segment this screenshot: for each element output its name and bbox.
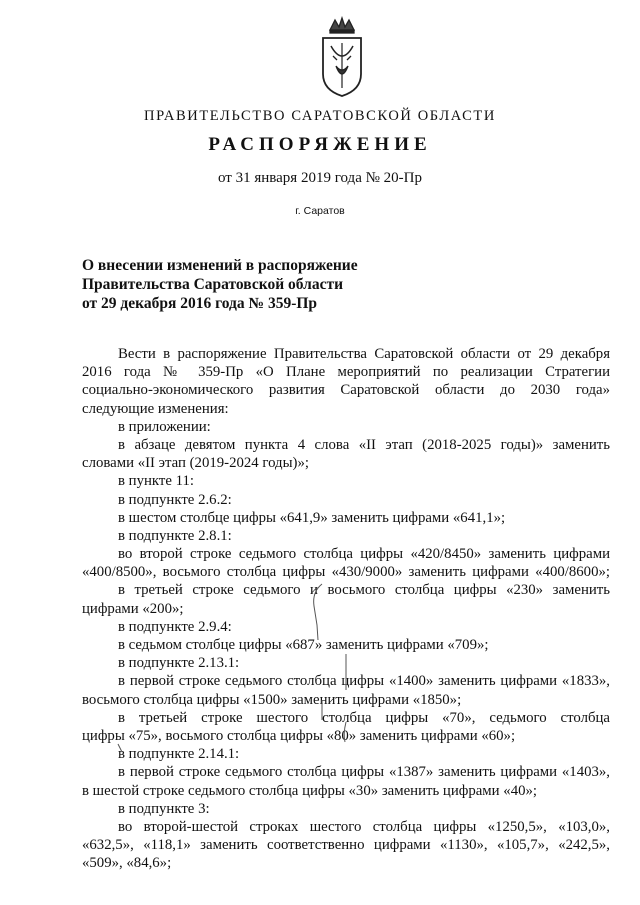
- body-line: в подпункте 2.6.2:: [118, 491, 232, 508]
- body-line: в подпункте 2.13.1:: [118, 655, 240, 672]
- body-line: в первой строке седьмого столбца цифры «1387» заменить цифрами «1403»,: [118, 764, 610, 781]
- document-type: РАСПОРЯЖЕНИЕ: [208, 134, 432, 155]
- body-line: в третьей строке седьмого и восьмого столбца цифры «230» заменить: [118, 582, 610, 599]
- body-line: в подпункте 2.8.1:: [118, 527, 232, 544]
- document-subject: [82, 256, 358, 313]
- body-line: «400/8500», восьмого столбца цифры «430/9000» заменить цифрами «400/8600»;: [82, 564, 610, 581]
- body-line: в приложении:: [118, 418, 211, 435]
- body-line: во второй строке седьмого столбца цифры «420/8450» заменить цифрами: [118, 546, 610, 563]
- coat-of-arms-emblem: [319, 16, 365, 98]
- document-city: г. Саратов: [295, 205, 345, 217]
- subject-line: Правительства Саратовской области: [82, 276, 343, 293]
- body-line: в седьмом столбце цифры «687» заменить цифрами «709»;: [118, 637, 489, 653]
- document-date-number: от 31 января 2019 года № 20-Пр: [217, 170, 422, 186]
- body-line: цифрами «200»;: [82, 600, 184, 617]
- body-line: в абзаце девятом пункта 4 слова «II этап (2018-2025 годы)» заменить: [118, 436, 610, 453]
- body-line: «509», «84,6»;: [82, 855, 172, 872]
- body-line: в третьей строке шестого столбца цифры «70», седьмого столбца: [118, 709, 610, 726]
- body-line: в первой строке седьмого столбца цифры «1400» заменить цифрами «1833»,: [118, 673, 610, 690]
- body-line: в подпункте 2.14.1:: [118, 746, 240, 763]
- body-line: словами «II этап (2019-2024 годы)»;: [82, 455, 309, 472]
- subject-line: О внесении изменений в распоряжение: [82, 257, 358, 274]
- body-line: во второй-шестой строках шестого столбца цифры «1250,5», «103,0»,: [118, 818, 610, 835]
- subject-line: от 29 декабря 2016 года № 359-Пр: [82, 295, 318, 312]
- document-body: [82, 345, 610, 872]
- body-line: в подпункте 2.9.4:: [118, 618, 232, 635]
- body-line: «632,5», «118,1» заменить соответственно цифрами «1130», «105,7», «242,5»,: [82, 837, 610, 854]
- body-line: в шестом столбце цифры «641,9» заменить цифрами «641,1»;: [118, 509, 506, 526]
- body-line: в шестой строке седьмого столбца цифры «30» заменить цифрами «40»;: [82, 782, 537, 799]
- body-line: восьмого столбца цифры «1500» заменить цифрами «1850»;: [82, 691, 462, 708]
- body-line: Вести в распоряжение Правительства Саратовской области от 29 декабря: [118, 346, 610, 362]
- body-line: в подпункте 3:: [118, 800, 210, 817]
- body-line: социально-экономического развития Саратовской области до 2030 года»: [82, 382, 610, 399]
- body-line: следующие изменения:: [82, 400, 229, 417]
- government-title: ПРАВИТЕЛЬСТВО САРАТОВСКОЙ ОБЛАСТИ: [144, 108, 496, 124]
- body-line: цифры «75», восьмого столбца цифры «80» заменить цифрами «60»;: [82, 727, 516, 744]
- body-line: в пункте 11:: [118, 473, 195, 490]
- body-line: 2016 года № 359-Пр «О Плане мероприятий по реализации Стратегии: [82, 364, 610, 381]
